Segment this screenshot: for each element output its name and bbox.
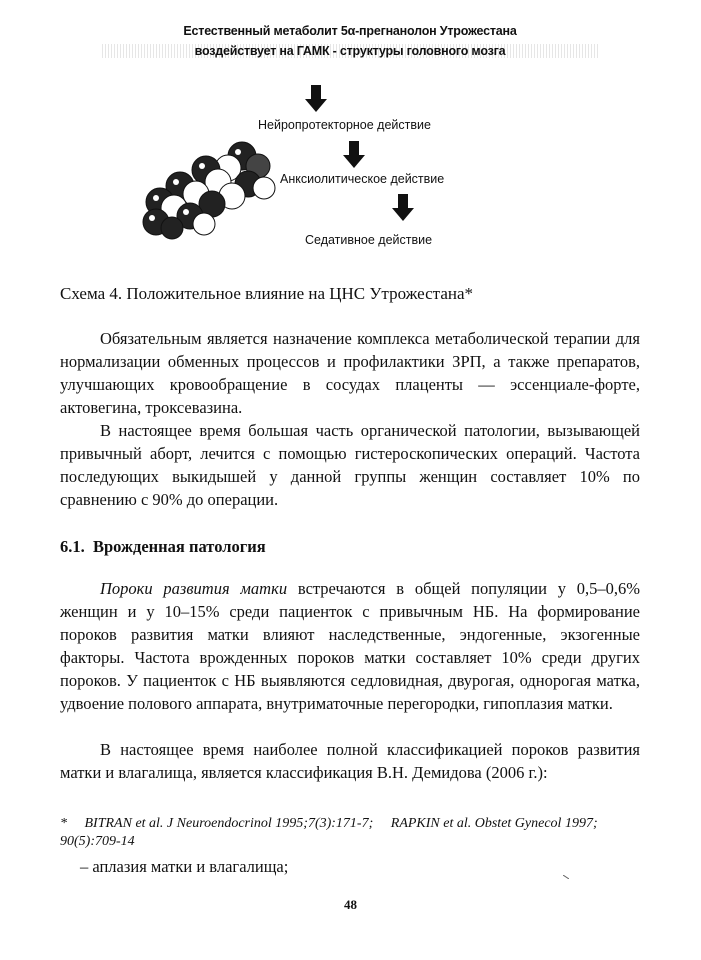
term-uterine-malformations: Пороки развития матки — [100, 579, 288, 598]
down-arrow-icon — [392, 194, 414, 222]
section-number: 6.1. — [60, 537, 85, 556]
section-heading — [60, 537, 266, 557]
effect-sedative: Седативное действие — [305, 233, 433, 247]
footnote — [60, 815, 640, 851]
effect-neuroprotective: Нейропротекторное действие — [258, 118, 431, 132]
list-item-aplasia: – аплазия матки и влагалища; — [80, 857, 289, 876]
section-title: Врожденная патология — [93, 537, 266, 556]
scan-speck — [563, 866, 569, 870]
footnote-ref-rapkin: RAPKIN et al. Obstet Gynecol 1997; 90(5):709-14 — [60, 816, 598, 849]
down-arrow-icon — [343, 141, 365, 169]
paragraph-classification: В настоящее время наиболее полной классификацией пороков развития матки и влагалища, является классификация В.Н. Демидова (2006 г.): — [60, 740, 640, 782]
down-arrow-icon — [305, 85, 327, 113]
scheme-title-line-1: Естественный метаболит 5α-прегнанолон Утрожестана — [183, 24, 517, 38]
footnote-marker: * — [60, 816, 67, 831]
footnote-ref-bitran: BITRAN et al. J Neuroendocrinol 1995;7(3):171-7; — [84, 816, 374, 831]
paragraph-organic-pathology: В настоящее время большая часть органической патологии, вызывающей привычный аборт, лечится с помощью гистероскопических операций. Частота последующих выкидышей у данной группы женщин составляет 10% по сравнению с 90% до операции. — [60, 421, 640, 509]
scheme-caption: Схема 4. Положительное влияние на ЦНС Утрожестана* — [60, 284, 474, 303]
paragraph-uterine-malformations — [60, 577, 640, 715]
scheme-title-line-2: воздействует на ГАМК - структуры головного мозга — [100, 44, 600, 58]
page-number: 48 — [344, 897, 357, 912]
effect-anxiolytic: Анксиолитическое действие — [280, 172, 445, 186]
molecule-model-icon — [140, 138, 280, 243]
paragraph-uterine-malformations-text: встречаются в общей популяции у 0,5–0,6% женщин и у 10–15% среди пациенток с привычным НБ. На формирование пороков развития матки влияют наследственные, эндогенные, экзогенные факторы. Частота врожденных пороков матки составляет 10% среди других пороков. У пациенток с НБ выявляются седловидная, двурогая, однорогая матка, удвоение полового аппарата, внутриматочные перегородки, гипоплазия матки. — [60, 579, 641, 713]
paragraph-metabolic-therapy: Обязательным является назначение комплекса метаболической терапии для нормализации обменных процессов и профилактики ЗРП, а также препаратов, улучшающих кровообращение в сосудах плаценты — эссенциале-форте, актовегина, троксевазина. — [60, 329, 640, 417]
